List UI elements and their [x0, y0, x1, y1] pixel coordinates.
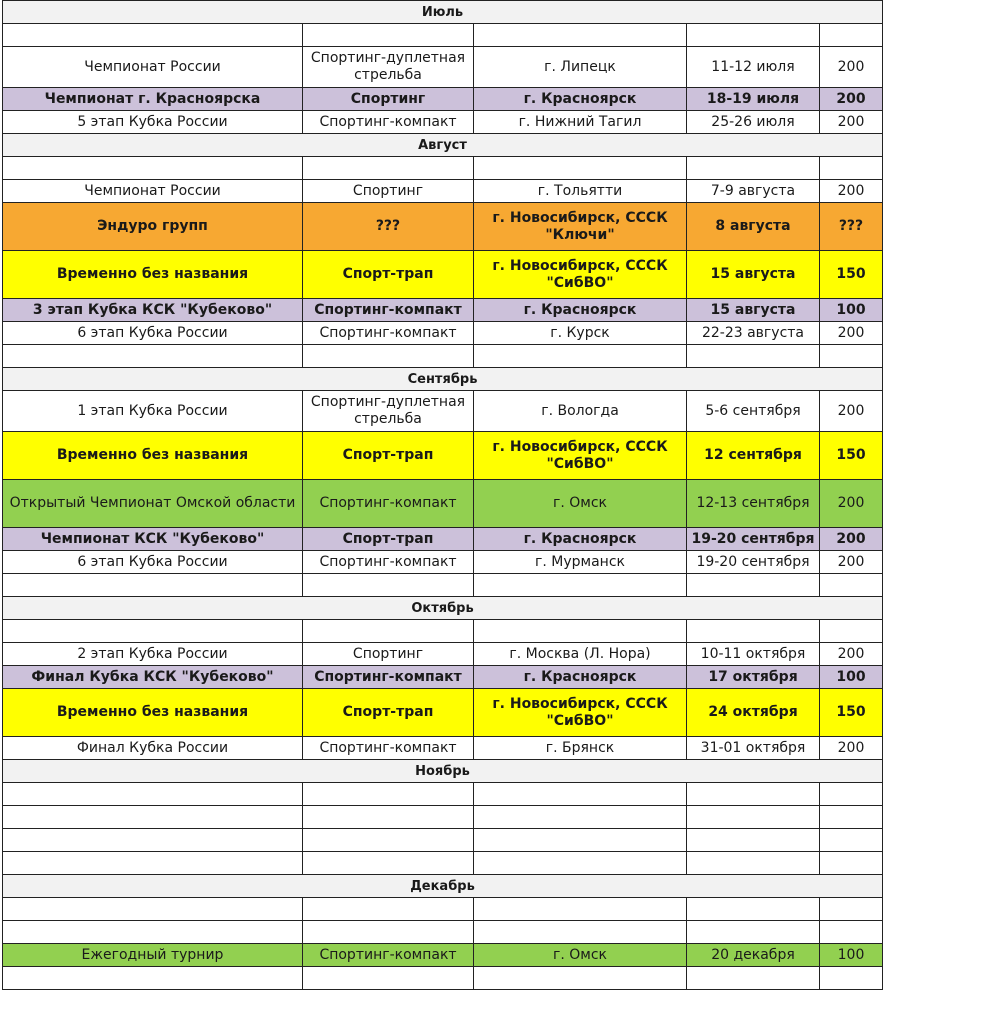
event-name: Чемпионат г. Красноярска: [3, 88, 303, 111]
event-date: 20 декабря: [687, 944, 820, 967]
event-discipline: ???: [303, 203, 474, 251]
event-price: 100: [820, 299, 883, 322]
table-row: [3, 737, 883, 760]
table-row: [3, 47, 883, 88]
event-discipline: Спортинг-компакт: [303, 111, 474, 134]
event-place: г. Мурманск: [474, 551, 687, 574]
event-place: г. Нижний Тагил: [474, 111, 687, 134]
event-price: ???: [820, 203, 883, 251]
month-label: Сентябрь: [3, 368, 883, 391]
event-name: Ежегодный турнир: [3, 944, 303, 967]
empty-row: [3, 806, 883, 829]
event-date: 22-23 августа: [687, 322, 820, 345]
event-discipline: Спортинг: [303, 88, 474, 111]
event-name: Чемпионат России: [3, 47, 303, 88]
table-row: [3, 88, 883, 111]
event-date: 31-01 октября: [687, 737, 820, 760]
event-price: 200: [820, 480, 883, 528]
table-row: [3, 180, 883, 203]
event-name: Временно без названия: [3, 251, 303, 299]
month-label: Август: [3, 134, 883, 157]
event-name: 6 этап Кубка России: [3, 322, 303, 345]
event-name: Чемпионат КСК "Кубеково": [3, 528, 303, 551]
event-place: г. Тольятти: [474, 180, 687, 203]
table-row: [3, 944, 883, 967]
event-date: 19-20 сентября: [687, 551, 820, 574]
event-discipline: Спортинг-компакт: [303, 666, 474, 689]
month-label: Ноябрь: [3, 760, 883, 783]
event-name: 5 этап Кубка России: [3, 111, 303, 134]
event-name: Временно без названия: [3, 432, 303, 480]
month-label: Декабрь: [3, 875, 883, 898]
event-date: 12-13 сентября: [687, 480, 820, 528]
event-discipline: Спорт-трап: [303, 689, 474, 737]
month-header-december: [3, 875, 883, 898]
event-place: г. Красноярск: [474, 528, 687, 551]
event-name: Чемпионат России: [3, 180, 303, 203]
table-row: [3, 322, 883, 345]
month-header-july: [3, 1, 883, 24]
table-row: [3, 643, 883, 666]
event-date: 24 октября: [687, 689, 820, 737]
empty-row: [3, 783, 883, 806]
event-place: г. Брянск: [474, 737, 687, 760]
table-row: [3, 251, 883, 299]
event-discipline: Спортинг-компакт: [303, 944, 474, 967]
event-discipline: Спортинг-компакт: [303, 299, 474, 322]
event-name: Эндуро групп: [3, 203, 303, 251]
month-header-august: [3, 134, 883, 157]
event-price: 200: [820, 643, 883, 666]
event-price: 200: [820, 391, 883, 432]
table-row: [3, 432, 883, 480]
empty-row: [3, 345, 883, 368]
event-discipline: Спортинг-дуплетная стрельба: [303, 47, 474, 88]
event-discipline: Спортинг-компакт: [303, 480, 474, 528]
empty-row: [3, 24, 883, 47]
empty-row: [3, 157, 883, 180]
event-price: 200: [820, 737, 883, 760]
event-price: 100: [820, 666, 883, 689]
event-date: 8 августа: [687, 203, 820, 251]
event-date: 11-12 июля: [687, 47, 820, 88]
event-place: г. Курск: [474, 322, 687, 345]
event-place: г. Липецк: [474, 47, 687, 88]
event-price: 200: [820, 528, 883, 551]
event-price: 150: [820, 689, 883, 737]
event-place: г. Омск: [474, 480, 687, 528]
table-row: [3, 111, 883, 134]
table-row: [3, 689, 883, 737]
empty-row: [3, 967, 883, 990]
month-label: Июль: [3, 1, 883, 24]
event-discipline: Спортинг-дуплетная стрельба: [303, 391, 474, 432]
event-place: г. Омск: [474, 944, 687, 967]
event-price: 100: [820, 944, 883, 967]
table-row: [3, 299, 883, 322]
event-date: 15 августа: [687, 251, 820, 299]
event-price: 200: [820, 111, 883, 134]
event-price: 200: [820, 88, 883, 111]
event-date: 18-19 июля: [687, 88, 820, 111]
table-row: [3, 666, 883, 689]
event-name: 6 этап Кубка России: [3, 551, 303, 574]
event-place: г. Новосибирск, СССК "СибВО": [474, 689, 687, 737]
month-label: Октябрь: [3, 597, 883, 620]
event-place: г. Красноярск: [474, 299, 687, 322]
event-discipline: Спортинг: [303, 180, 474, 203]
event-price: 200: [820, 322, 883, 345]
event-date: 7-9 августа: [687, 180, 820, 203]
event-date: 12 сентября: [687, 432, 820, 480]
event-discipline: Спортинг-компакт: [303, 737, 474, 760]
event-name: 3 этап Кубка КСК "Кубеково": [3, 299, 303, 322]
event-price: 200: [820, 47, 883, 88]
event-place: г. Новосибирск, СССК "Ключи": [474, 203, 687, 251]
event-date: 17 октября: [687, 666, 820, 689]
event-discipline: Спортинг: [303, 643, 474, 666]
event-name: Финал Кубка КСК "Кубеково": [3, 666, 303, 689]
table-row: [3, 551, 883, 574]
event-date: 25-26 июля: [687, 111, 820, 134]
event-price: 200: [820, 180, 883, 203]
empty-row: [3, 829, 883, 852]
table-row: [3, 480, 883, 528]
event-discipline: Спорт-трап: [303, 432, 474, 480]
event-schedule-table: [2, 0, 883, 990]
event-date: 15 августа: [687, 299, 820, 322]
event-discipline: Спорт-трап: [303, 528, 474, 551]
event-name: Временно без названия: [3, 689, 303, 737]
event-discipline: Спортинг-компакт: [303, 551, 474, 574]
event-place: г. Красноярск: [474, 666, 687, 689]
table-row: [3, 203, 883, 251]
event-place: г. Вологда: [474, 391, 687, 432]
event-discipline: Спорт-трап: [303, 251, 474, 299]
month-header-september: [3, 368, 883, 391]
month-header-october: [3, 597, 883, 620]
event-date: 10-11 октября: [687, 643, 820, 666]
empty-row: [3, 921, 883, 944]
event-place: г. Москва (Л. Нора): [474, 643, 687, 666]
table-row: [3, 528, 883, 551]
event-date: 5-6 сентября: [687, 391, 820, 432]
month-header-november: [3, 760, 883, 783]
event-price: 200: [820, 551, 883, 574]
empty-row: [3, 574, 883, 597]
event-name: 1 этап Кубка России: [3, 391, 303, 432]
event-price: 150: [820, 251, 883, 299]
event-place: г. Новосибирск, СССК "СибВО": [474, 432, 687, 480]
table-row: [3, 391, 883, 432]
event-discipline: Спортинг-компакт: [303, 322, 474, 345]
event-date: 19-20 сентября: [687, 528, 820, 551]
event-place: г. Красноярск: [474, 88, 687, 111]
event-price: 150: [820, 432, 883, 480]
event-name: Открытый Чемпионат Омской области: [3, 480, 303, 528]
event-name: 2 этап Кубка России: [3, 643, 303, 666]
empty-row: [3, 620, 883, 643]
event-name: Финал Кубка России: [3, 737, 303, 760]
event-place: г. Новосибирск, СССК "СибВО": [474, 251, 687, 299]
empty-row: [3, 898, 883, 921]
empty-row: [3, 852, 883, 875]
